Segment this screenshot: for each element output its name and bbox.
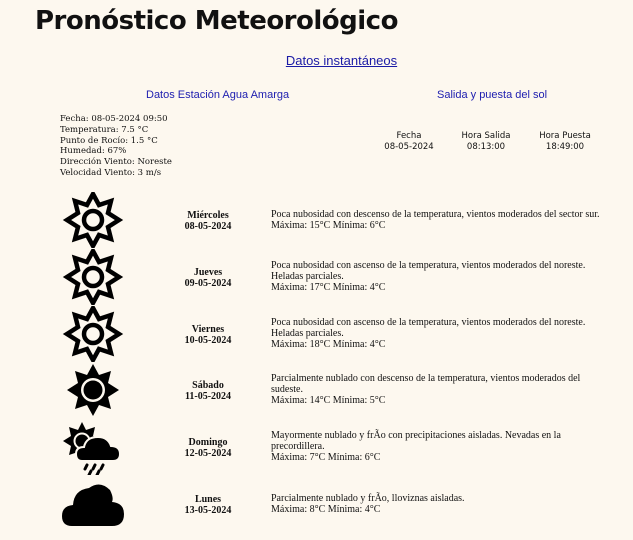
forecast-desc-line: sudeste. — [271, 383, 303, 395]
sun-col-puesta — [535, 131, 595, 153]
sun-outline-icon — [62, 192, 124, 248]
forecast-desc-line: Poca nubosidad con ascenso de la temperatura, vientos moderados del noreste. — [271, 317, 586, 328]
forecast-day-label — [176, 267, 240, 289]
forecast-description — [271, 261, 627, 293]
forecast-temps: Máxima: 14°C Mínima: 5°C — [271, 394, 386, 406]
forecast-temps: Máxima: 15°C Mínima: 6°C — [271, 219, 386, 231]
forecast-description — [271, 210, 627, 232]
forecast-description — [271, 374, 627, 406]
sun-value-salida: 08:13:00 — [466, 142, 506, 152]
sun-filled-icon — [62, 362, 124, 418]
forecast-desc-line: Mayormente nublado y frÃo con precipitaciones aisladas. Nevadas en la — [271, 430, 561, 441]
forecast-row — [0, 362, 633, 418]
forecast-day-date: 10-05-2024 — [184, 335, 232, 346]
sun-value-puesta: 18:49:00 — [545, 142, 585, 152]
forecast-day-name: Miércoles — [187, 210, 229, 221]
forecast-day-date: 11-05-2024 — [184, 391, 232, 402]
station-section-title: Datos Estación Agua Amarga — [146, 89, 290, 101]
sun-col-salida — [456, 131, 516, 153]
station-humedad: Humedad: 67% — [60, 146, 127, 157]
forecast-row — [0, 249, 633, 305]
forecast-day-date: 13-05-2024 — [184, 505, 232, 516]
sun-section-title: Salida y puesta del sol — [437, 89, 548, 101]
forecast-temps: Máxima: 18°C Mínima: 4°C — [271, 338, 386, 350]
forecast-day-name: Sábado — [192, 380, 224, 391]
station-temperatura: Temperatura: 7.5 °C — [60, 124, 149, 135]
forecast-temps: Máxima: 7°C Mínima: 6°C — [271, 451, 381, 463]
forecast-day-date: 08-05-2024 — [184, 221, 232, 232]
forecast-description — [271, 431, 627, 463]
forecast-day-name: Viernes — [191, 324, 225, 335]
sun-value-fecha: 08-05-2024 — [384, 142, 434, 152]
forecast-day-date: 09-05-2024 — [184, 278, 232, 289]
forecast-temps: Máxima: 17°C Mínima: 4°C — [271, 281, 386, 293]
forecast-row — [0, 192, 633, 248]
forecast-desc-line: Poca nubosidad con ascenso de la temperatura, vientos moderados del noreste. — [271, 260, 586, 271]
forecast-day-label — [176, 437, 240, 459]
station-velocidad-viento: Velocidad Viento: 3 m/s — [60, 167, 162, 178]
sun-outline-icon — [62, 249, 124, 305]
forecast-description — [271, 318, 627, 350]
forecast-row — [0, 306, 633, 362]
sun-header-puesta: Hora Puesta — [539, 131, 591, 141]
instant-data-link[interactable]: Datos instantáneos — [285, 53, 398, 68]
forecast-temps: Máxima: 8°C Mínima: 4°C — [271, 503, 381, 515]
sun-header-fecha: Fecha — [396, 131, 422, 141]
page-title: Pronóstico Meteorológico — [35, 6, 398, 36]
station-data-list — [60, 114, 172, 179]
forecast-row — [0, 476, 633, 532]
forecast-desc-line: Poca nubosidad con descenso de la temperatura, vientos moderados del sector sur. — [271, 209, 600, 220]
forecast-day-label — [176, 324, 240, 346]
sun-col-fecha — [379, 131, 439, 153]
forecast-desc-line: Parcialmente nublado y frÃo, lloviznas aisladas. — [271, 493, 465, 504]
forecast-desc-line: Heladas parciales. — [271, 327, 344, 339]
forecast-description — [271, 494, 627, 516]
station-direccion-viento: Dirección Viento: Noreste — [60, 157, 172, 168]
forecast-day-label — [176, 210, 240, 232]
sun-header-salida: Hora Salida — [461, 131, 511, 141]
forecast-desc-line: Heladas parciales. — [271, 270, 344, 282]
forecast-day-date: 12-05-2024 — [184, 448, 232, 459]
cloud-icon — [62, 476, 124, 532]
forecast-desc-line: precordillera. — [271, 440, 325, 452]
forecast-day-label — [176, 494, 240, 516]
forecast-day-name: Domingo — [188, 437, 228, 448]
forecast-day-label — [176, 380, 240, 402]
forecast-day-name: Jueves — [193, 267, 223, 278]
forecast-row — [0, 419, 633, 475]
station-punto-rocio: Punto de Rocío: 1.5 °C — [60, 135, 158, 146]
forecast-day-name: Lunes — [194, 494, 222, 505]
sun-cloud-rain-icon — [62, 419, 124, 475]
station-fecha: Fecha: 08-05-2024 09:50 — [60, 114, 168, 124]
forecast-desc-line: Parcialmente nublado con descenso de la temperatura, vientos moderados del — [271, 373, 581, 384]
sun-outline-icon — [62, 306, 124, 362]
